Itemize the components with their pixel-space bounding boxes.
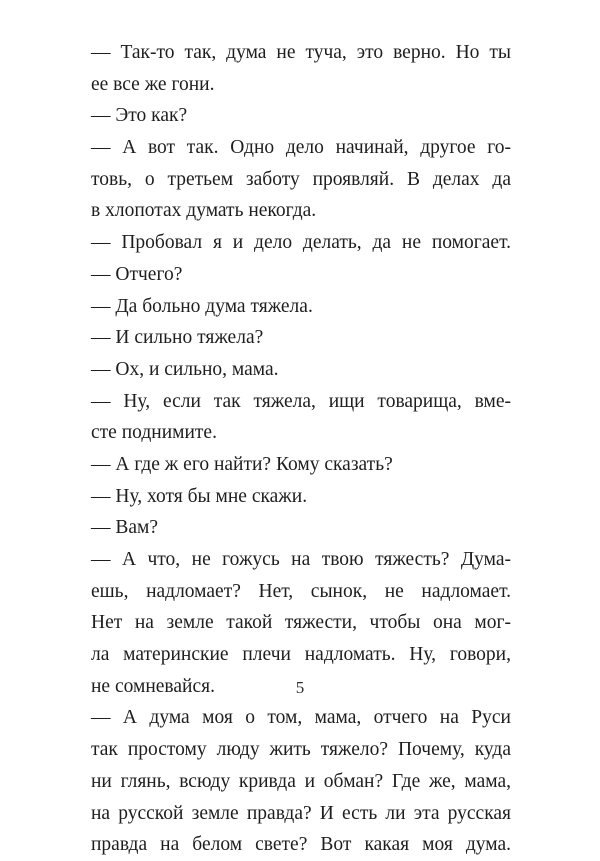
text-line: — А где ж его найти? Кому сказать? <box>91 453 393 475</box>
text-line: ни глянь, всюду кривда и обман? Где же, мама, <box>91 770 511 792</box>
text-line: — Ну, если так тяжела, ищи товарища, вме- <box>91 390 511 412</box>
text-line: в хлопотах думать некогда. <box>91 200 317 222</box>
text-line: — А что, не гожусь на твою тяжесть? Дума- <box>91 549 511 570</box>
text-line: — И сильно тяжела? <box>91 327 264 349</box>
text-line: — А дума моя о том, мама, отчего на Руси <box>91 707 511 729</box>
text-line: — Так-то так, дума не туча, это верно. Но ты <box>91 42 511 63</box>
text-line: ешь, надломает? Нет, сынок, не надломает. <box>91 580 511 602</box>
text-line: ла материнские плечи надломать. Ну, говори, <box>91 644 511 666</box>
text-line: — Ну, хотя бы мне скажи. <box>91 485 308 507</box>
text-line: — А вот так. Одно дело начинай, другое го- <box>91 137 511 159</box>
text-line: — Пробовал я и дело делать, да не помогает. <box>91 232 511 254</box>
text-line: Нет на земле такой тяжести, чтобы она мог- <box>91 612 511 634</box>
text-line: — Отчего? <box>91 263 183 285</box>
body-text <box>91 37 511 861</box>
text-line: сте поднимите. <box>91 422 217 444</box>
text-line: ее все же гони. <box>91 73 215 95</box>
text-line: — Да больно дума тяжела. <box>91 295 313 317</box>
text-line: так простому люду жить тяжело? Почему, куда <box>91 739 511 761</box>
text-line: — Вам? <box>91 517 159 539</box>
text-line: товь, о третьем заботу проявляй. В делах да <box>91 168 511 190</box>
text-line: на русской земле правда? И есть ли эта русская <box>91 802 511 824</box>
text-line: — Это как? <box>91 105 188 127</box>
text-line: правда на белом свете? Вот какая моя дума. <box>91 834 511 856</box>
text-line: не сомневайся. <box>91 675 215 697</box>
page-number: 5 <box>295 678 305 697</box>
text-line: — Ох, и сильно, мама. <box>91 358 279 380</box>
